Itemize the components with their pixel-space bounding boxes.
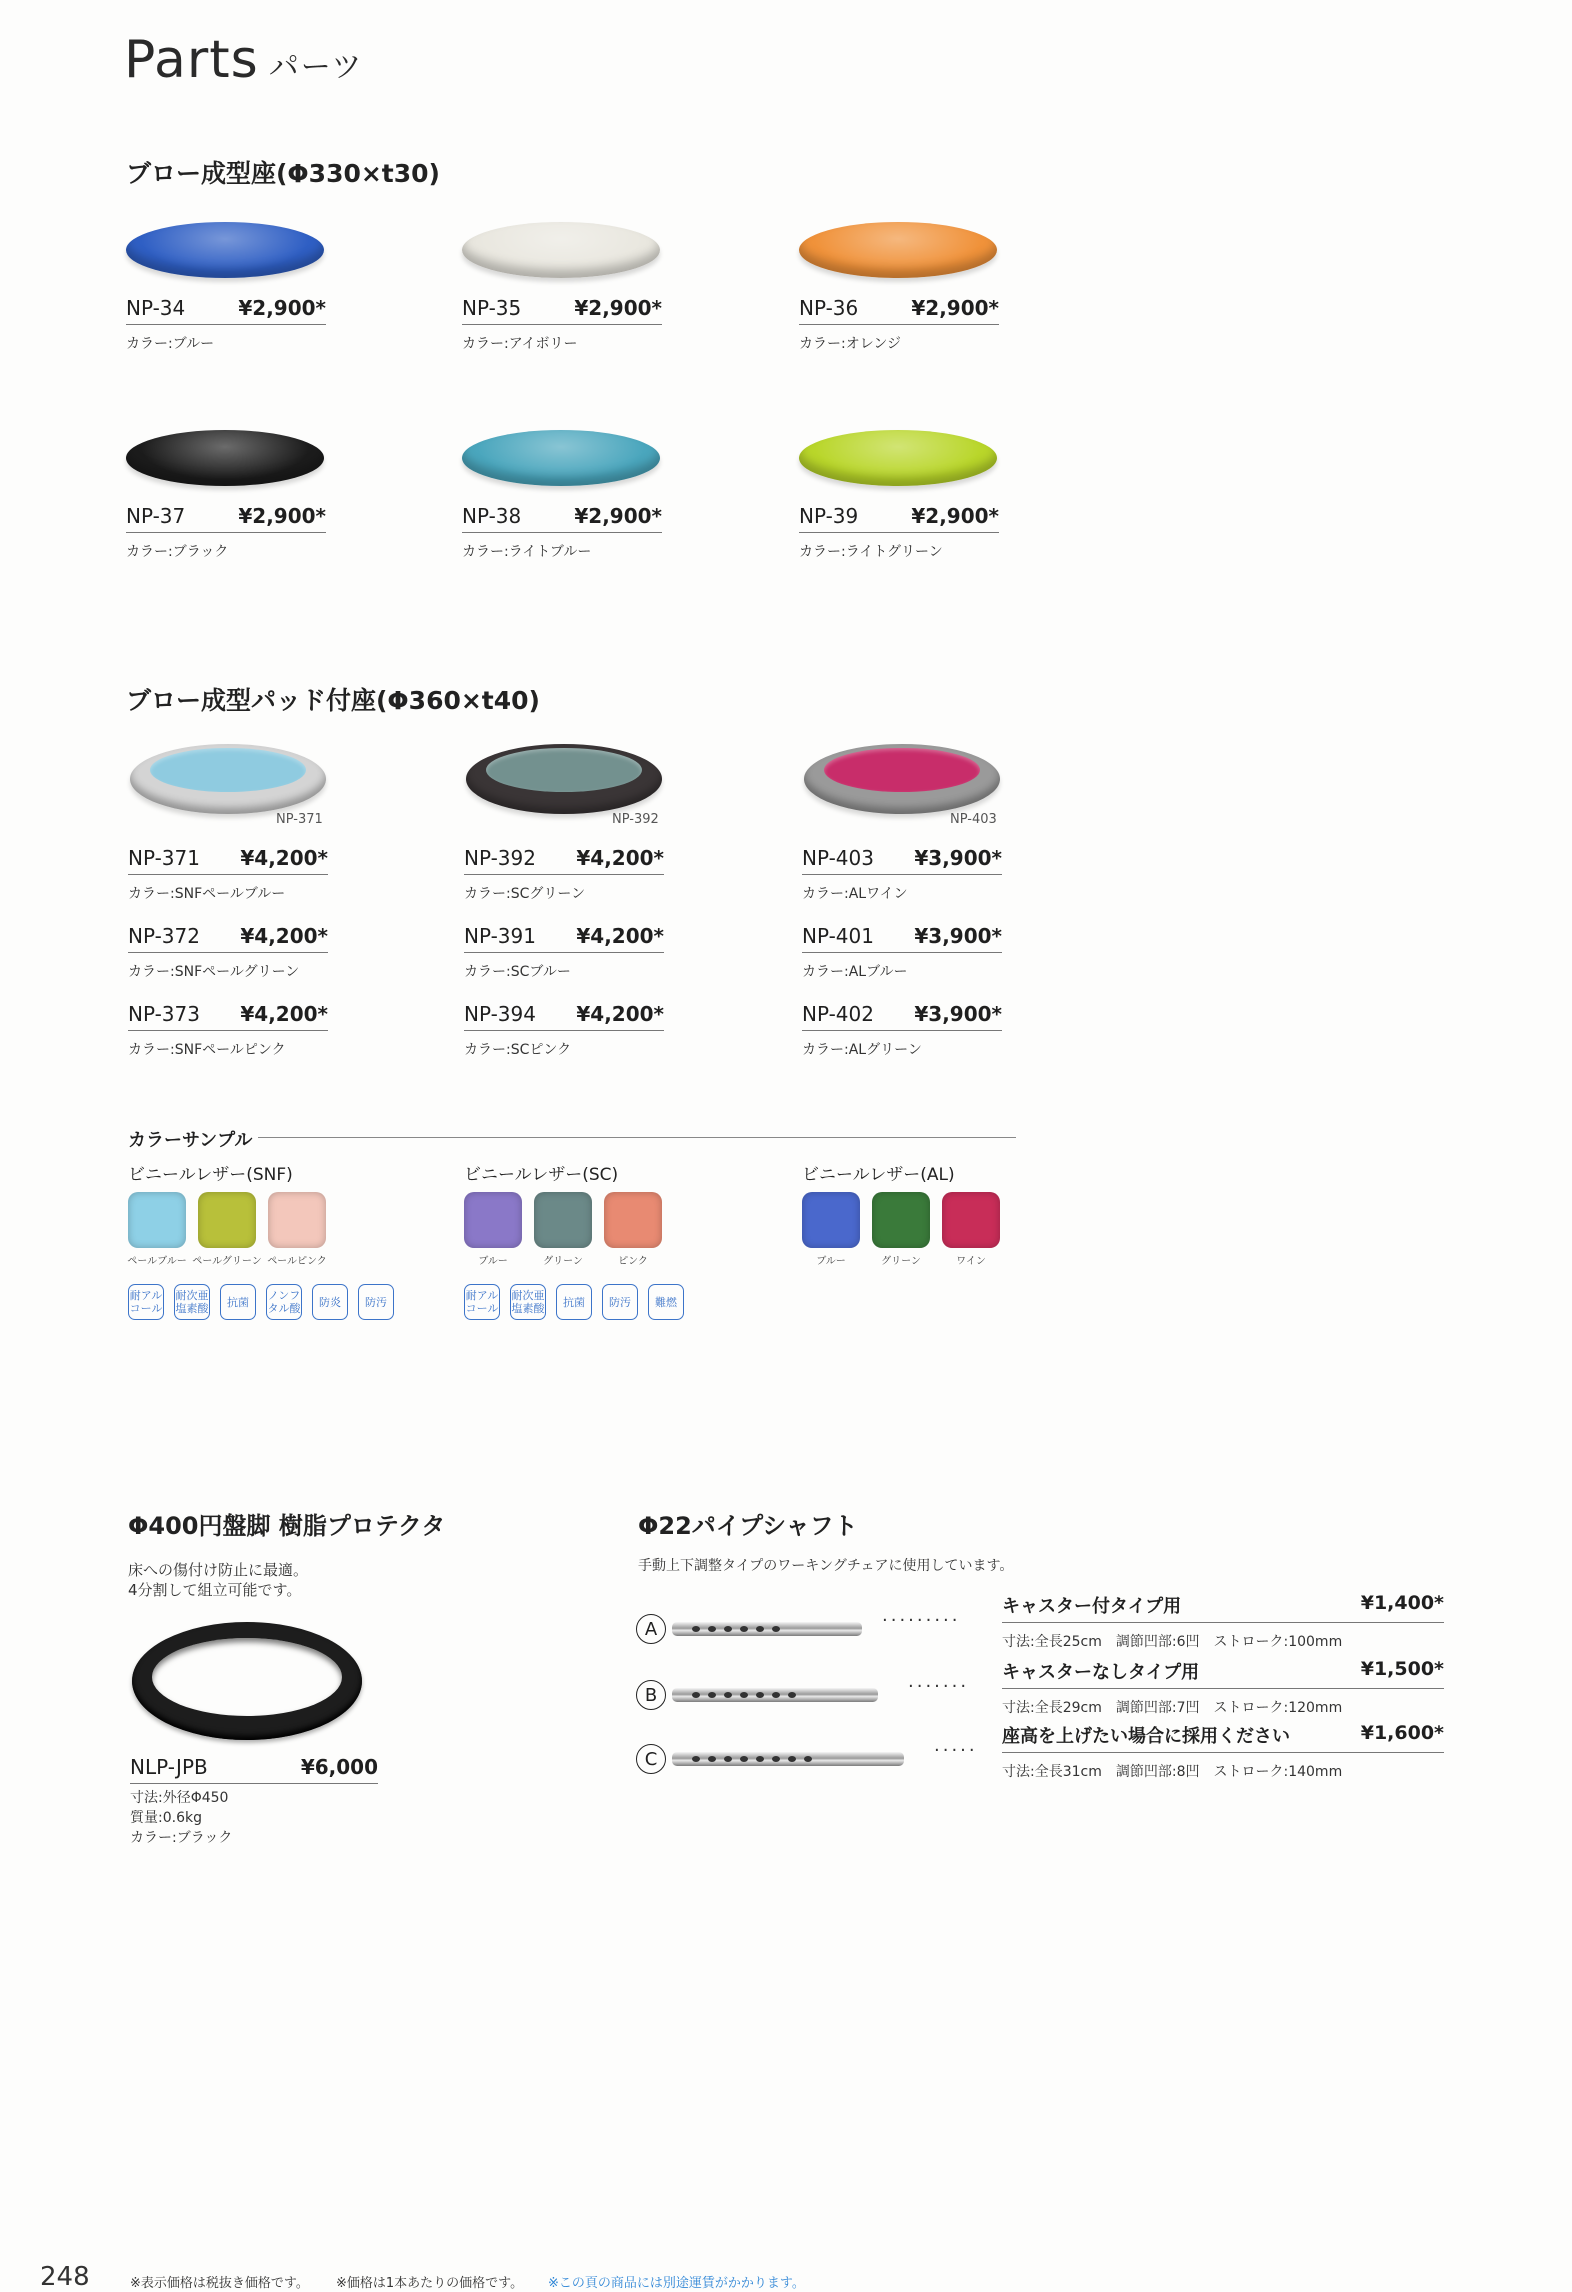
option-mark: C — [636, 1744, 666, 1774]
shaft-hole — [804, 1756, 812, 1762]
color-swatch — [942, 1192, 1000, 1248]
seat-image — [126, 222, 324, 278]
pad-seat-price: ¥4,200* — [240, 846, 328, 870]
swatch-label: ピンク — [618, 1256, 648, 1267]
footer-note-1: ※表示価格は税抜き価格です。 — [130, 2276, 309, 2291]
feature-badge: 抗菌 — [220, 1284, 256, 1320]
shaft-hole — [692, 1626, 700, 1632]
shaft-holes — [692, 1626, 780, 1632]
color-swatch — [128, 1192, 186, 1248]
swatch-label: ペールグリーン — [192, 1256, 262, 1267]
color-swatch — [268, 1192, 326, 1248]
swatch-label: ペールブルー — [127, 1256, 187, 1267]
shaft-hole — [708, 1756, 716, 1762]
shaft-hole — [724, 1626, 732, 1632]
pad-seat-price: ¥3,900* — [914, 1002, 1002, 1026]
footer-note-3: ※この頁の商品には別途運賃がかかります。 — [548, 2276, 805, 2291]
protector-item — [130, 1755, 378, 1784]
sample-group-name: ビニールレザー(SC) — [464, 1165, 619, 1185]
protector-desc-1: 床への傷付け防止に最適。 — [128, 1561, 309, 1579]
swatch-label: ブルー — [478, 1256, 508, 1267]
seat-item — [126, 504, 326, 561]
color-swatch — [872, 1192, 930, 1248]
swatch-label: ワイン — [956, 1256, 986, 1267]
seat-item — [799, 296, 999, 353]
pad-seat-image — [466, 744, 662, 814]
seat-price: ¥2,900* — [911, 504, 999, 528]
protector-price: ¥6,000 — [300, 1755, 378, 1779]
pad-cushion — [150, 748, 306, 792]
page-title — [124, 30, 364, 90]
shaft-hole — [692, 1692, 700, 1698]
color-sample-title: カラーサンプル — [128, 1130, 253, 1151]
seat-image — [126, 430, 324, 486]
pad-seat-code: NP-391 — [464, 924, 536, 948]
pad-seat-price: ¥4,200* — [576, 924, 664, 948]
pad-seat-color: カラー:ALワイン — [802, 886, 908, 902]
seat-image — [799, 430, 997, 486]
seat-color: カラー:ブルー — [126, 336, 215, 352]
footer-note-2: ※価格は1本あたりの価格です。 — [336, 2276, 524, 2291]
seat-color: カラー:オレンジ — [799, 336, 902, 352]
pad-seat-item — [802, 924, 1002, 981]
color-swatch — [198, 1192, 256, 1248]
color-swatch — [464, 1192, 522, 1248]
swatch-label: ペールピンク — [267, 1256, 327, 1267]
seat-code: NP-39 — [799, 504, 859, 528]
pad-seat-color: カラー:SNFペールブルー — [128, 886, 286, 902]
shaft-hole — [772, 1626, 780, 1632]
seat-color: カラー:ライトグリーン — [799, 544, 943, 560]
pad-image-tag: NP-371 — [276, 812, 323, 827]
seat-item — [462, 296, 662, 353]
shaft-hole — [772, 1756, 780, 1762]
page-number: 248 — [40, 2262, 90, 2292]
pipe-shaft-image — [672, 1622, 862, 1636]
shaft-holes — [692, 1692, 796, 1698]
protector-spec-3: カラー:ブラック — [130, 1830, 233, 1846]
shaft-option — [1002, 1722, 1444, 1781]
protector-desc-2: 4分割して組立可能です。 — [128, 1581, 302, 1599]
seat-item — [126, 296, 326, 353]
pad-seat-code: NP-371 — [128, 846, 200, 870]
seat-code: NP-38 — [462, 504, 522, 528]
feature-badge: 防汚 — [358, 1284, 394, 1320]
swatch-label: グリーン — [881, 1256, 921, 1267]
pipe-shaft-image — [672, 1752, 904, 1766]
shaft-hole — [756, 1756, 764, 1762]
shaft-hole — [740, 1756, 748, 1762]
seat-item — [799, 504, 999, 561]
pad-seat-item — [464, 924, 664, 981]
pad-seat-color: カラー:ALグリーン — [802, 1042, 922, 1058]
sample-group-name: ビニールレザー(AL) — [802, 1165, 955, 1185]
shaft-option-spec: 寸法:全長31cm 調節凹部:8凹 ストローク:140mm — [1002, 1764, 1343, 1780]
shaft-hole — [788, 1692, 796, 1698]
swatch-label: グリーン — [543, 1256, 583, 1267]
shaft-hole — [724, 1756, 732, 1762]
seat-price: ¥2,900* — [574, 296, 662, 320]
pad-seat-item — [128, 846, 328, 903]
feature-badge: 難燃 — [648, 1284, 684, 1320]
pad-image-tag: NP-392 — [612, 812, 659, 827]
pad-seat-color: カラー:SCピンク — [464, 1042, 572, 1058]
leader-dots: ······· — [908, 1676, 970, 1697]
sample-group-name: ビニールレザー(SNF) — [128, 1165, 293, 1185]
pad-seat-item — [128, 1002, 328, 1059]
seat-color: カラー:ライトブルー — [462, 544, 592, 560]
feature-badge: 耐次亜 塩素酸 — [510, 1284, 546, 1320]
pad-cushion — [824, 748, 980, 792]
color-swatch — [802, 1192, 860, 1248]
shaft-hole — [692, 1756, 700, 1762]
shaft-option — [1002, 1658, 1444, 1717]
seat-color: カラー:アイボリー — [462, 336, 578, 352]
pad-seat-code: NP-403 — [802, 846, 874, 870]
pad-seat-color: カラー:SCブルー — [464, 964, 571, 980]
shaft-option-name: キャスター付タイプ用 — [1002, 1596, 1182, 1617]
color-swatch — [534, 1192, 592, 1248]
feature-badge: ノンフ タル酸 — [266, 1284, 302, 1320]
protector-ring-image — [132, 1622, 362, 1740]
feature-badge: 防炎 — [312, 1284, 348, 1320]
shaft-holes — [692, 1756, 812, 1762]
section-pad-seat-title: ブロー成型パッド付座(Φ360×t40) — [126, 686, 540, 715]
shaft-option-name: 座高を上げたい場合に採用ください — [1002, 1726, 1290, 1747]
seat-price: ¥2,900* — [238, 504, 326, 528]
seat-price: ¥2,900* — [574, 504, 662, 528]
seat-price: ¥2,900* — [238, 296, 326, 320]
pad-seat-item — [128, 924, 328, 981]
color-sample-divider — [258, 1137, 1016, 1138]
option-mark: B — [636, 1680, 666, 1710]
shaft-option-spec: 寸法:全長29cm 調節凹部:7凹 ストローク:120mm — [1002, 1700, 1343, 1716]
shaft-desc: 手動上下調整タイプのワーキングチェアに使用しています。 — [638, 1558, 1014, 1574]
seat-image — [462, 430, 660, 486]
section-blow-seat-title: ブロー成型座(Φ330×t30) — [126, 159, 440, 188]
title-ja: パーツ — [268, 50, 364, 85]
pad-seat-code: NP-402 — [802, 1002, 874, 1026]
swatch-label: ブルー — [816, 1256, 846, 1267]
title-en: Parts — [124, 30, 259, 90]
protector-spec-1: 寸法:外径Φ450 — [130, 1790, 229, 1806]
pad-image-tag: NP-403 — [950, 812, 997, 827]
pipe-shaft-image — [672, 1688, 878, 1702]
pad-seat-item — [464, 846, 664, 903]
pad-seat-code: NP-392 — [464, 846, 536, 870]
pad-seat-item — [802, 1002, 1002, 1059]
shaft-option-price: ¥1,500* — [1360, 1658, 1444, 1680]
seat-color: カラー:ブラック — [126, 544, 229, 560]
pad-seat-price: ¥3,900* — [914, 846, 1002, 870]
shaft-option — [1002, 1592, 1444, 1651]
feature-badge: 耐アル コール — [128, 1284, 164, 1320]
feature-badge: 耐次亜 塩素酸 — [174, 1284, 210, 1320]
feature-badge: 耐アル コール — [464, 1284, 500, 1320]
shaft-option-name: キャスターなしタイプ用 — [1002, 1662, 1200, 1683]
seat-image — [799, 222, 997, 278]
seat-code: NP-37 — [126, 504, 186, 528]
protector-title: Φ400円盤脚 樹脂プロテクタ — [128, 1512, 446, 1540]
shaft-hole — [708, 1692, 716, 1698]
pad-seat-price: ¥4,200* — [240, 924, 328, 948]
pad-seat-image — [130, 744, 326, 814]
option-mark: A — [636, 1614, 666, 1644]
shaft-option-price: ¥1,600* — [1360, 1722, 1444, 1744]
pad-seat-image — [804, 744, 1000, 814]
shaft-hole — [708, 1626, 716, 1632]
pad-seat-item — [802, 846, 1002, 903]
pad-seat-price: ¥4,200* — [576, 846, 664, 870]
pad-seat-color: カラー:SNFペールグリーン — [128, 964, 300, 980]
pad-cushion — [486, 748, 642, 792]
pad-seat-color: カラー:SCグリーン — [464, 886, 586, 902]
leader-dots: ····· — [934, 1740, 978, 1761]
seat-code: NP-35 — [462, 296, 522, 320]
shaft-hole — [740, 1626, 748, 1632]
pad-seat-color: カラー:ALブルー — [802, 964, 908, 980]
pad-seat-item — [464, 1002, 664, 1059]
feature-badge: 防汚 — [602, 1284, 638, 1320]
seat-code: NP-34 — [126, 296, 186, 320]
shaft-option-price: ¥1,400* — [1360, 1592, 1444, 1614]
pad-seat-code: NP-394 — [464, 1002, 536, 1026]
seat-image — [462, 222, 660, 278]
seat-code: NP-36 — [799, 296, 859, 320]
seat-price: ¥2,900* — [911, 296, 999, 320]
shaft-title: Φ22パイプシャフト — [638, 1512, 858, 1540]
pad-seat-color: カラー:SNFペールピンク — [128, 1042, 286, 1058]
pad-seat-price: ¥3,900* — [914, 924, 1002, 948]
pad-seat-price: ¥4,200* — [576, 1002, 664, 1026]
shaft-hole — [756, 1692, 764, 1698]
shaft-hole — [788, 1756, 796, 1762]
pad-seat-price: ¥4,200* — [240, 1002, 328, 1026]
seat-item — [462, 504, 662, 561]
pad-seat-code: NP-401 — [802, 924, 874, 948]
shaft-option-spec: 寸法:全長25cm 調節凹部:6凹 ストローク:100mm — [1002, 1634, 1343, 1650]
feature-badge: 抗菌 — [556, 1284, 592, 1320]
shaft-hole — [772, 1692, 780, 1698]
protector-code: NLP-JPB — [130, 1755, 208, 1779]
shaft-hole — [724, 1692, 732, 1698]
leader-dots: ········· — [882, 1610, 961, 1631]
shaft-hole — [756, 1626, 764, 1632]
protector-spec-2: 質量:0.6kg — [130, 1810, 202, 1826]
color-swatch — [604, 1192, 662, 1248]
shaft-hole — [740, 1692, 748, 1698]
pad-seat-code: NP-372 — [128, 924, 200, 948]
pad-seat-code: NP-373 — [128, 1002, 200, 1026]
